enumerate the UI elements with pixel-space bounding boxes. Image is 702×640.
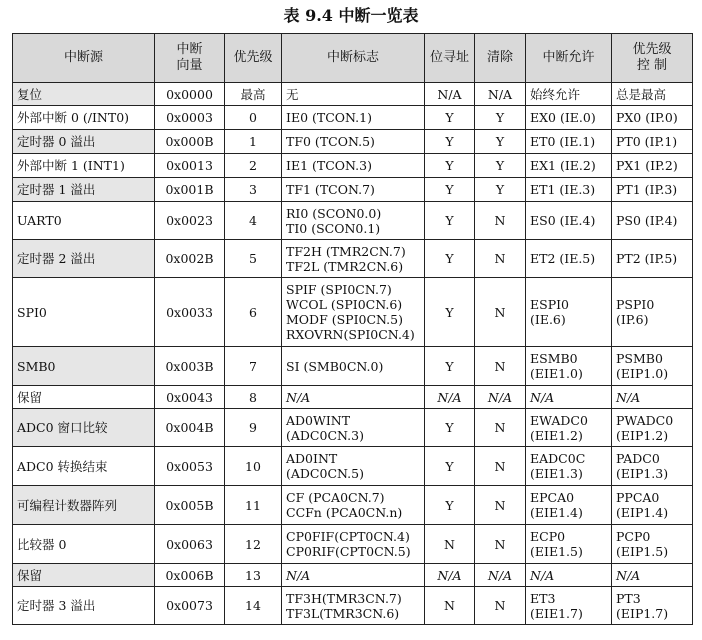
cell-clear: N [475,202,526,240]
cell-vector: 0x0073 [155,587,225,625]
cell-clear: N [475,278,526,347]
table-row [13,486,693,525]
header-source [13,34,155,83]
cell-priority-control-line: PT2 (IP.5) [616,251,678,266]
table-row [13,240,693,278]
cell-priority-control [612,106,693,130]
cell-source: 定时器 3 溢出 [13,587,155,625]
header-label: 位寻址 [429,50,469,65]
cell-priority-control [612,486,693,525]
header-label: 中断标志 [326,50,379,65]
cell-enable-line: ECP0 [530,529,566,544]
cell-priority-control-line: PADC0 [616,451,660,466]
cell-priority: 12 [225,525,282,564]
cell-priority-control [612,83,693,106]
cell-priority-control [612,278,693,347]
cell-source: 保留 [13,386,155,409]
cell-priority-control-line: PX0 (IP.0) [616,110,678,125]
cell-priority-control [612,447,693,486]
table-row [13,154,693,178]
cell-priority-control [612,130,693,154]
cell-clear: N [475,447,526,486]
cell-flag-line: CF (PCA0CN.7) [286,490,385,505]
cell-priority: 4 [225,202,282,240]
cell-flag-line: 无 [286,86,299,102]
cell-enable-line: ES0 (IE.4) [530,213,596,228]
cell-flag-line: MODF (SPI0CN.5) [286,312,403,327]
cell-enable-line: EX1 (IE.2) [530,158,596,173]
cell-vector: 0x002B [155,240,225,278]
cell-priority-control-line: 总是最高 [616,86,667,102]
header-label: 中断源 [63,50,103,65]
cell-source: 比较器 0 [13,525,155,564]
table-row [13,386,693,409]
cell-priority: 5 [225,240,282,278]
cell-priority: 14 [225,587,282,625]
cell-enable-line: EWADC0 [530,412,588,428]
cell-bit-addressable: Y [425,178,475,202]
cell-vector: 0x0033 [155,278,225,347]
cell-source: 定时器 1 溢出 [13,178,155,202]
cell-priority-control [612,386,693,409]
cell-enable-line: (EIE1.7) [530,605,583,621]
cell-enable-line: N/A [530,567,555,583]
cell-priority: 11 [225,486,282,525]
table-body [13,83,693,625]
header-clear [475,34,526,83]
cell-enable-line: N/A [530,389,555,405]
cell-flag-line: N/A [286,567,311,583]
header-row [13,34,693,83]
header-label: 控 制 [636,58,668,73]
cell-source: SPI0 [13,278,155,347]
cell-priority-control-line: PT3 [616,590,641,606]
table-row [13,447,693,486]
cell-enable [526,525,612,564]
cell-enable [526,347,612,386]
cell-enable-line: ET0 (IE.1) [530,134,596,149]
cell-priority-control [612,178,693,202]
cell-enable-line: ESMB0 [530,351,578,366]
cell-flag-line: SI (SMB0CN.0) [286,358,384,374]
cell-flag-line: TI0 (SCON0.1) [286,220,381,236]
cell-priority: 6 [225,278,282,347]
cell-clear: N/A [475,386,526,409]
cell-flag [282,240,425,278]
cell-vector: 0x0003 [155,106,225,130]
cell-flag [282,83,425,106]
cell-priority: 8 [225,386,282,409]
cell-priority-control-line: (EIP1.4) [616,505,669,520]
cell-enable [526,106,612,130]
cell-clear: Y [475,106,526,130]
cell-enable [526,130,612,154]
cell-flag-line: RI0 (SCON0.0) [286,205,382,221]
cell-source: 复位 [13,83,155,106]
cell-flag-line: IE0 (TCON.1) [286,110,372,125]
cell-flag-line: TF1 (TCON.7) [286,182,375,197]
cell-priority: 3 [225,178,282,202]
cell-priority-control-line: (IP.6) [616,312,649,327]
cell-enable [526,409,612,447]
cell-enable-line: (IE.6) [530,312,566,327]
cell-priority-control-line: (EIP1.0) [616,366,669,381]
cell-vector: 0x0053 [155,447,225,486]
cell-clear: Y [475,178,526,202]
header-vector [155,34,225,83]
cell-enable [526,278,612,347]
cell-priority: 最高 [225,83,282,106]
cell-enable-line: ESPI0 [530,297,569,312]
cell-vector: 0x004B [155,409,225,447]
cell-enable-line: (EIE1.4) [530,505,583,520]
cell-flag-line: (ADC0CN.3) [286,427,364,443]
header-label: 优先级 [233,50,273,65]
cell-enable-line: EPCA0 [530,490,575,505]
cell-source: 定时器 2 溢出 [13,240,155,278]
table-row [13,525,693,564]
cell-bit-addressable: Y [425,486,475,525]
cell-flag [282,154,425,178]
cell-vector: 0x005B [155,486,225,525]
cell-flag-line: TF3L(TMR3CN.6) [286,605,400,621]
cell-bit-addressable: Y [425,240,475,278]
cell-priority-control-line: PX1 (IP.2) [616,158,678,173]
cell-flag [282,347,425,386]
cell-bit-addressable: N [425,525,475,564]
header-label: 中断允许 [542,50,595,65]
header-label: 优先级 [632,42,672,57]
table-caption: 表 9.4 中断一览表 [283,6,419,25]
cell-flag-line: IE1 (TCON.3) [286,158,372,173]
cell-bit-addressable: N [425,587,475,625]
table-row [13,178,693,202]
cell-vector: 0x001B [155,178,225,202]
cell-flag-line: AD0WINT [286,412,351,428]
cell-enable-line: EX0 (IE.0) [530,110,596,125]
cell-flag [282,587,425,625]
cell-priority: 7 [225,347,282,386]
cell-vector: 0x000B [155,130,225,154]
cell-flag-line: (ADC0CN.5) [286,466,364,481]
header-enable [526,34,612,83]
cell-bit-addressable: Y [425,106,475,130]
cell-priority-control [612,240,693,278]
cell-bit-addressable: N/A [425,386,475,409]
cell-flag [282,486,425,525]
cell-priority-control [612,154,693,178]
cell-enable-line: (EIE1.5) [530,544,583,559]
cell-enable-line: EADC0C [530,451,586,466]
cell-source: 外部中断 0 (/INT0) [13,106,155,130]
cell-source: 外部中断 1 (INT1) [13,154,155,178]
cell-priority: 2 [225,154,282,178]
cell-source: ADC0 窗口比较 [13,409,155,447]
cell-bit-addressable: Y [425,347,475,386]
cell-source: SMB0 [13,347,155,386]
cell-bit-addressable: Y [425,409,475,447]
cell-flag [282,525,425,564]
cell-vector: 0x0043 [155,386,225,409]
cell-clear: Y [475,130,526,154]
cell-flag-line: WCOL (SPI0CN.6) [286,297,403,312]
table-row [13,83,693,106]
cell-enable [526,386,612,409]
cell-clear: N [475,409,526,447]
cell-bit-addressable: Y [425,130,475,154]
cell-clear: N/A [475,564,526,587]
cell-flag [282,447,425,486]
cell-flag-line: TF2L (TMR2CN.6) [286,258,404,274]
cell-enable [526,178,612,202]
cell-enable [526,154,612,178]
cell-enable-line: (EIE1.3) [530,466,583,481]
cell-enable-line: (EIE1.2) [530,427,583,443]
cell-clear: N [475,587,526,625]
cell-clear: N/A [475,83,526,106]
cell-clear: N [475,525,526,564]
cell-priority-control-line: PWADC0 [616,412,674,428]
cell-enable [526,202,612,240]
cell-priority-control-line: N/A [616,567,641,583]
cell-enable-line: 始终允许 [530,86,581,102]
cell-bit-addressable: N/A [425,83,475,106]
cell-priority: 13 [225,564,282,587]
table-row [13,564,693,587]
cell-enable [526,587,612,625]
cell-bit-addressable: Y [425,202,475,240]
cell-priority-control-line: PT1 (IP.3) [616,182,678,197]
cell-vector: 0x0023 [155,202,225,240]
table-row [13,106,693,130]
cell-priority-control [612,587,693,625]
cell-flag-line: N/A [286,389,311,405]
cell-clear: N [475,347,526,386]
cell-flag [282,202,425,240]
cell-flag-line: AD0INT [286,451,338,466]
cell-priority: 1 [225,130,282,154]
table-row [13,409,693,447]
cell-priority: 0 [225,106,282,130]
cell-source: ADC0 转换结束 [13,447,155,486]
cell-flag [282,178,425,202]
cell-source: 可编程计数器阵列 [13,486,155,525]
cell-priority: 10 [225,447,282,486]
cell-enable-line: ET3 [530,590,556,606]
cell-vector: 0x0063 [155,525,225,564]
cell-bit-addressable: Y [425,278,475,347]
cell-enable [526,564,612,587]
header-label: 中断 [176,42,203,57]
cell-flag [282,130,425,154]
header-flag [282,34,425,83]
cell-enable-line: ET2 (IE.5) [530,251,596,266]
cell-vector: 0x0013 [155,154,225,178]
table-row [13,130,693,154]
cell-clear: N [475,240,526,278]
cell-flag [282,564,425,587]
cell-bit-addressable: Y [425,154,475,178]
cell-flag-line: SPIF (SPI0CN.7) [286,282,392,297]
cell-source: 定时器 0 溢出 [13,130,155,154]
header-label: 清除 [486,50,513,65]
cell-enable [526,240,612,278]
cell-priority-control-line: PSMB0 [616,351,663,366]
header-bit-addressable [425,34,475,83]
cell-priority-control-line: (EIP1.2) [616,427,669,443]
cell-priority-control [612,564,693,587]
cell-flag-line: TF0 (TCON.5) [286,134,375,149]
cell-priority: 9 [225,409,282,447]
cell-flag-line: TF2H (TMR2CN.7) [286,243,406,259]
cell-enable [526,83,612,106]
cell-priority-control-line: PCP0 [616,529,651,544]
cell-flag-line: CCFn (PCA0CN.n) [286,505,403,520]
cell-source: UART0 [13,202,155,240]
table-row [13,202,693,240]
cell-bit-addressable: Y [425,447,475,486]
cell-priority-control-line: PPCA0 [616,490,660,505]
table-row [13,278,693,347]
cell-priority-control [612,525,693,564]
cell-flag-line: CP0RIF(CPT0CN.5) [286,544,411,559]
cell-bit-addressable: N/A [425,564,475,587]
cell-flag [282,106,425,130]
header-label: 向量 [176,58,203,73]
cell-priority-control-line: PSPI0 [616,297,655,312]
cell-priority-control-line: (EIP1.3) [616,466,669,481]
cell-enable [526,486,612,525]
cell-flag [282,386,425,409]
cell-clear: Y [475,154,526,178]
cell-priority-control-line: PT0 (IP.1) [616,134,678,149]
header-priority [225,34,282,83]
cell-priority-control [612,347,693,386]
cell-priority-control-line: (EIP1.7) [616,605,669,621]
interrupt-table [12,33,693,625]
cell-vector: 0x003B [155,347,225,386]
cell-priority-control-line: PS0 (IP.4) [616,213,678,228]
cell-source: 保留 [13,564,155,587]
cell-enable [526,447,612,486]
header-priority-control [612,34,693,83]
cell-flag-line: TF3H(TMR3CN.7) [286,590,402,606]
cell-vector: 0x006B [155,564,225,587]
cell-clear: N [475,486,526,525]
cell-enable-line: (EIE1.0) [530,366,583,381]
cell-flag-line: RXOVRN(SPI0CN.4) [286,327,415,342]
cell-priority-control-line: N/A [616,389,641,405]
cell-priority-control [612,202,693,240]
cell-priority-control [612,409,693,447]
cell-flag [282,409,425,447]
table-row [13,347,693,386]
cell-flag [282,278,425,347]
cell-flag-line: CP0FIF(CPT0CN.4) [286,529,410,544]
table-row [13,587,693,625]
cell-enable-line: ET1 (IE.3) [530,182,596,197]
cell-priority-control-line: (EIP1.5) [616,544,669,559]
cell-vector: 0x0000 [155,83,225,106]
